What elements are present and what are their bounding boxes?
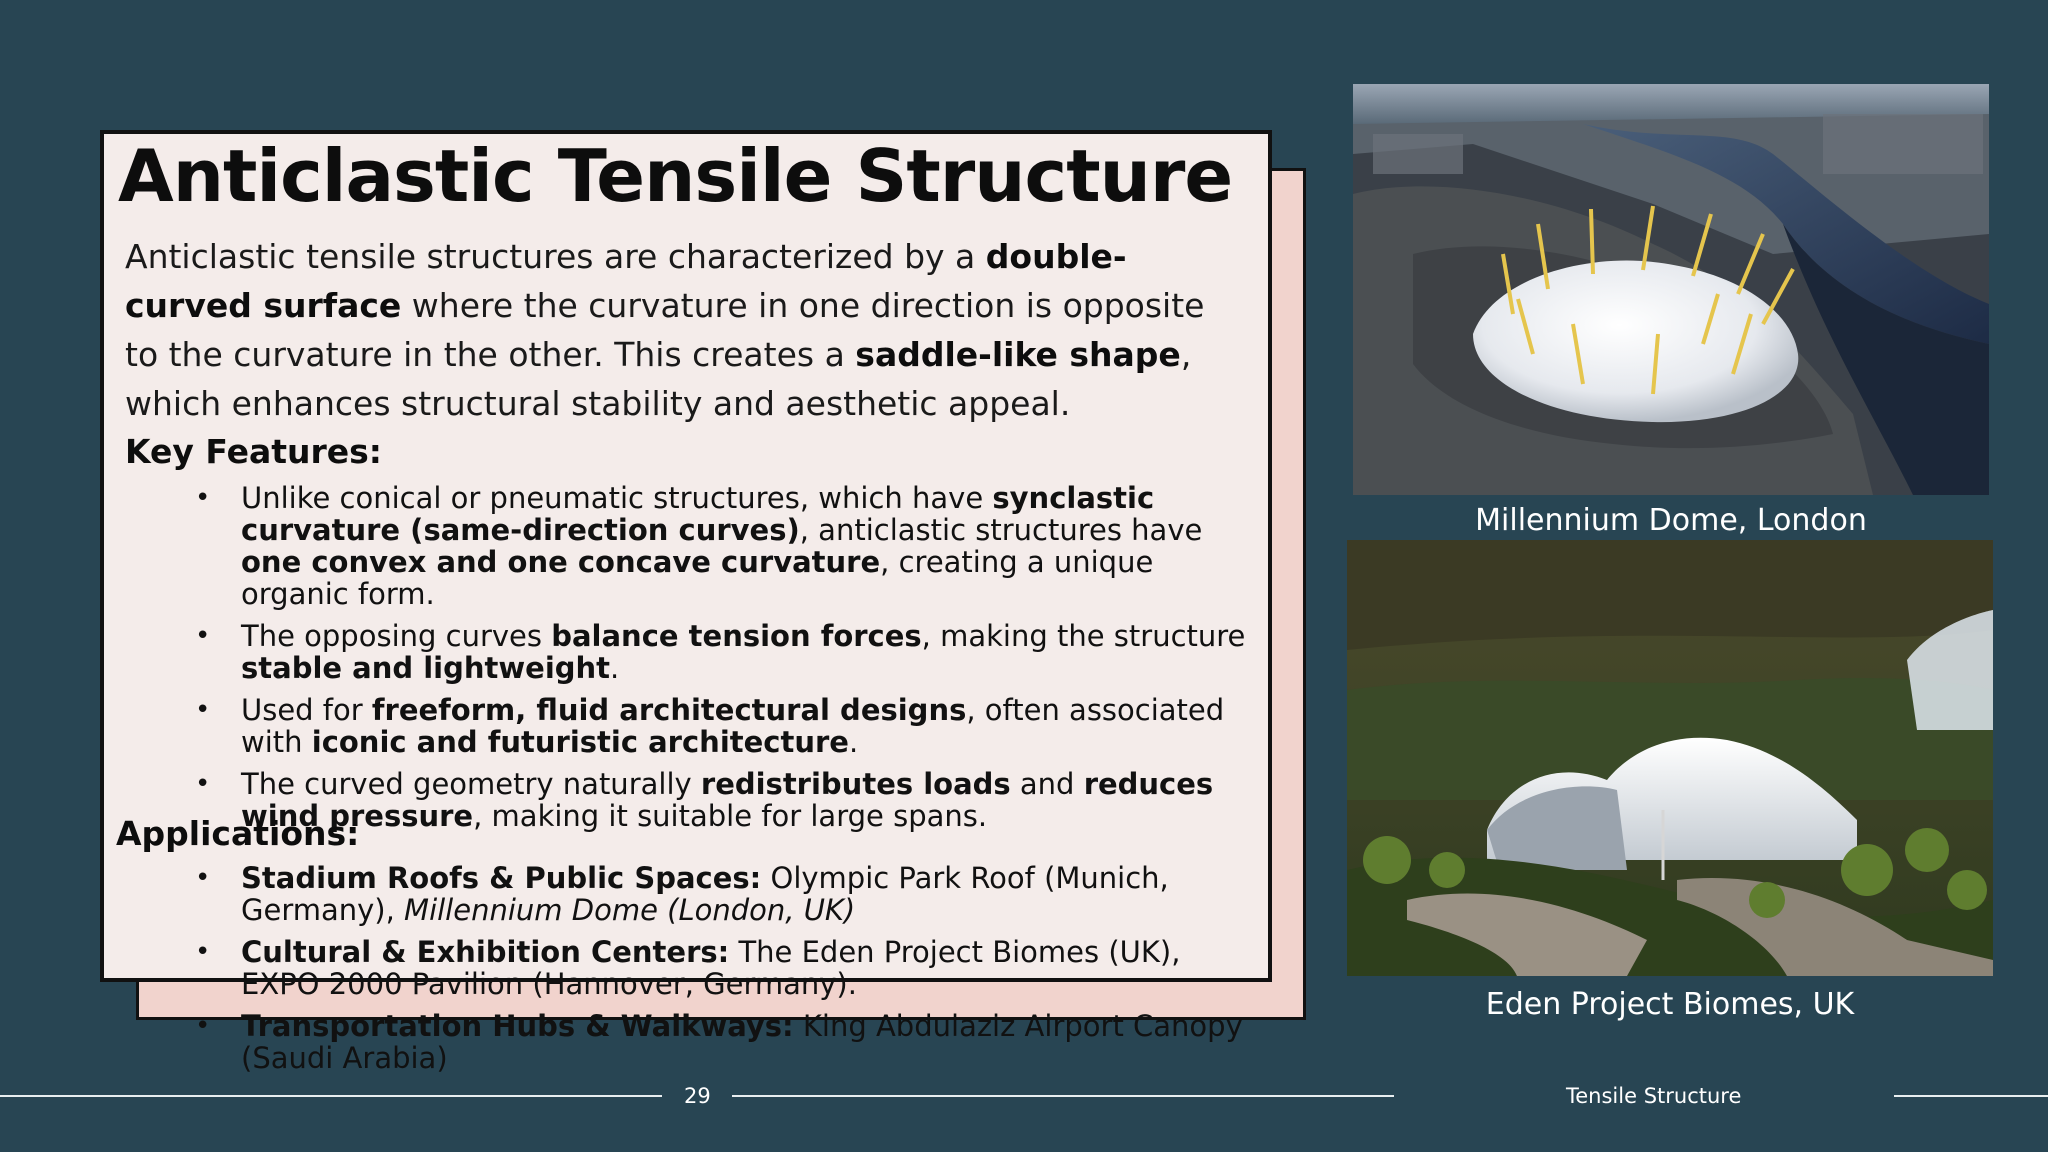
applications-list bbox=[241, 862, 1251, 1084]
text-run: Anticlastic tensile structures are characterized by a bbox=[125, 237, 986, 276]
text-run: Olympic Park Roof (Munich, Germany), bbox=[241, 861, 1169, 927]
text-run: Unlike conical or pneumatic structures, which have bbox=[241, 481, 993, 515]
bold-text-run: Stadium Roofs & Public Spaces: bbox=[241, 861, 762, 895]
bold-text-run: Transportation Hubs & Walkways: bbox=[241, 1009, 794, 1043]
page-number: 29 bbox=[684, 1084, 711, 1108]
eden-project-photo bbox=[1347, 540, 1993, 976]
footer-divider-left bbox=[0, 1095, 662, 1097]
bold-text-run: freeform, fluid architectural designs bbox=[371, 693, 967, 727]
text-run: King Abdulaziz Airport Canopy (Saudi Arabia) bbox=[241, 1009, 1243, 1075]
bold-text-run: saddle-like shape bbox=[855, 335, 1181, 374]
list-item bbox=[241, 482, 1251, 610]
text-run: , creating a unique organic form. bbox=[241, 545, 1154, 611]
list-item bbox=[241, 694, 1251, 758]
bold-text-run: reduces wind pressure bbox=[241, 767, 1214, 833]
text-run: Used for bbox=[241, 693, 372, 727]
footer-divider-middle bbox=[732, 1095, 1394, 1097]
text-run: , often associated with bbox=[241, 693, 1225, 759]
bold-text-run: iconic and futuristic architecture bbox=[311, 725, 849, 759]
text-run: The opposing curves bbox=[241, 619, 552, 653]
slide-title: Anticlastic Tensile Structure bbox=[118, 134, 1233, 218]
text-run: The curved geometry naturally bbox=[241, 767, 701, 801]
text-run: . bbox=[848, 725, 859, 759]
key-features-list bbox=[241, 482, 1251, 842]
intro-paragraph bbox=[125, 232, 1225, 428]
text-run: . bbox=[610, 651, 620, 685]
bold-text-run: balance tension forces bbox=[551, 619, 922, 653]
millennium-dome-photo bbox=[1353, 84, 1989, 495]
bold-text-run: double-curved surface bbox=[125, 237, 1127, 325]
millennium-dome-caption: Millennium Dome, London bbox=[1475, 503, 1867, 538]
bold-text-run: one convex and one concave curvature bbox=[241, 545, 881, 579]
footer-divider-right bbox=[1894, 1095, 2048, 1097]
text-run: The Eden Project Biomes (UK), EXPO 2000 Pavilion (Hannover, Germany). bbox=[241, 935, 1181, 1001]
bold-text-run: synclastic curvature (same-direction curves) bbox=[241, 481, 1155, 547]
text-run: , which enhances structural stability and aesthetic appeal. bbox=[125, 335, 1192, 423]
list-item bbox=[241, 862, 1251, 926]
bold-text-run: Cultural & Exhibition Centers: bbox=[241, 935, 730, 969]
text-run: and bbox=[1010, 767, 1084, 801]
list-item bbox=[241, 1010, 1251, 1074]
eden-project-caption: Eden Project Biomes, UK bbox=[1485, 987, 1855, 1022]
bold-text-run: stable and lightweight bbox=[241, 651, 611, 685]
key-features-heading: Key Features: bbox=[125, 432, 382, 471]
footer-label: Tensile Structure bbox=[1566, 1084, 1742, 1108]
bold-text-run: redistributes loads bbox=[700, 767, 1011, 801]
text-run: , making the structure bbox=[921, 619, 1246, 653]
applications-heading: Applications: bbox=[116, 814, 360, 853]
list-item bbox=[241, 936, 1251, 1000]
text-run: where the curvature in one direction is opposite to the curvature in the other. This creates a bbox=[125, 286, 1205, 374]
list-item bbox=[241, 768, 1251, 832]
text-run: , anticlastic structures have bbox=[799, 513, 1203, 547]
text-run: , making it suitable for large spans. bbox=[473, 799, 988, 833]
list-item bbox=[241, 620, 1251, 684]
italic-text-run: Millennium Dome (London, UK) bbox=[404, 893, 856, 927]
